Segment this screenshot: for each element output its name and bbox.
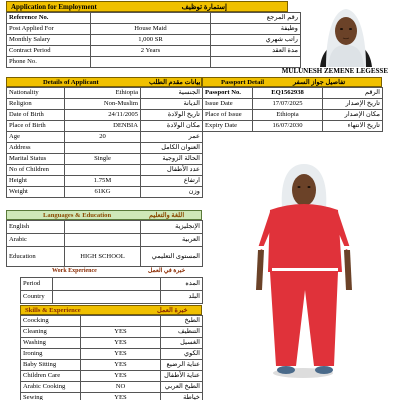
table-row (203, 110, 383, 121)
languages-section-header (6, 210, 202, 220)
row-label: Monthly Salary (7, 35, 91, 46)
table-row (21, 327, 203, 338)
section-title-en: Languages & Education (43, 212, 112, 219)
row-label-ar: الطبخ (161, 316, 203, 327)
row-label-ar: الإنجليزية (141, 221, 203, 234)
row-value: YES (81, 393, 161, 400)
row-value (53, 278, 161, 291)
table-row (7, 187, 203, 198)
details-section-header (6, 77, 202, 87)
row-value: YES (81, 360, 161, 371)
work-section-header (6, 267, 202, 276)
row-value: 1,000 SR (91, 35, 211, 46)
languages-table (6, 220, 203, 267)
row-value: YES (81, 327, 161, 338)
row-value: 61KG (65, 187, 141, 198)
row-value: EQ1562938 (253, 88, 323, 99)
row-label-ar: عناية الرضيع (161, 360, 203, 371)
row-value: YES (81, 371, 161, 382)
section-title-en: Skills & Experience (25, 307, 81, 314)
row-value (91, 57, 211, 68)
row-value: House Maid (91, 24, 211, 35)
row-label-ar: ارتفاع (141, 176, 203, 187)
row-label: Address (7, 143, 65, 154)
table-row (7, 221, 203, 234)
row-label-ar: مكان الإصدار (323, 110, 383, 121)
form-title-bar (6, 1, 288, 12)
section-title-en: Work Experience (52, 268, 97, 274)
table-row (7, 110, 203, 121)
table-row (7, 99, 203, 110)
row-label-ar: مدة العقد (211, 46, 301, 57)
section-title-ar: اللغة والتعليم (149, 212, 185, 219)
row-label: Age (7, 132, 65, 143)
row-value: 20 (65, 132, 141, 143)
row-label-ar: خياطة (161, 393, 203, 400)
row-label-ar: الكوي (161, 349, 203, 360)
row-label: Phone No. (7, 57, 91, 68)
form-title-en: Application for Employment (11, 3, 97, 11)
table-row (21, 278, 203, 291)
row-value (65, 221, 141, 234)
work-table (20, 277, 203, 304)
row-value: YES (81, 349, 161, 360)
table-row (7, 154, 203, 165)
row-label: Contract Period (7, 46, 91, 57)
row-value (81, 316, 161, 327)
row-label: Period (21, 278, 53, 291)
table-row (203, 99, 383, 110)
passport-section-header (202, 77, 382, 87)
passport-table (202, 87, 383, 132)
table-row (7, 88, 203, 99)
row-label: Washing (21, 338, 81, 349)
table-row (21, 349, 203, 360)
row-label-ar: التنظيف (161, 327, 203, 338)
row-value: Single (65, 154, 141, 165)
row-label-ar: الجنسية (141, 88, 203, 99)
row-label-ar: راتب شهري (211, 35, 301, 46)
row-label-ar: الحالة الزوجية (141, 154, 203, 165)
row-label-ar: تاريخ الانتهاء (323, 121, 383, 132)
row-label-ar: العربية (141, 234, 203, 247)
row-label-ar: وظيفة (211, 24, 301, 35)
row-label: Reference No. (7, 13, 91, 24)
section-title-en: Details of Applicant (43, 79, 99, 86)
section-title-en: Passport Detail (221, 79, 265, 86)
row-label: Sewing (21, 393, 81, 400)
table-row (7, 24, 301, 35)
row-label: Cleaning (21, 327, 81, 338)
applicant-name: MULUNESH ZEMENE LEGESSE (281, 67, 388, 75)
row-label-ar: الغسيل (161, 338, 203, 349)
row-value: HIGH SCHOOL (65, 247, 141, 267)
table-row (7, 165, 203, 176)
table-row (203, 88, 383, 99)
full-body-photo (210, 140, 400, 400)
row-label: Country (21, 291, 53, 304)
row-label: No of Children (7, 165, 65, 176)
table-row (21, 291, 203, 304)
section-title-ar: خبرة العمل (157, 307, 188, 314)
row-value: 2 Years (91, 46, 211, 57)
details-table (6, 87, 203, 198)
table-row (7, 247, 203, 267)
row-label-ar: مكان الولادة (141, 121, 203, 132)
row-label: Nationality (7, 88, 65, 99)
row-label: Height (7, 176, 65, 187)
row-value: Ethiopia (253, 110, 323, 121)
row-value (65, 143, 141, 154)
row-value: 17/07/2025 (253, 99, 323, 110)
row-label: Weight (7, 187, 65, 198)
section-title-ar: خبرة في العمل (148, 268, 186, 274)
table-row (21, 371, 203, 382)
section-title-ar: تفاصيل جواز السفر (293, 79, 346, 86)
row-value: YES (81, 338, 161, 349)
row-value: Non-Muslim (65, 99, 141, 110)
row-label-ar: الرقم (323, 88, 383, 99)
row-value: 16/07/2030 (253, 121, 323, 132)
headshot-photo (306, 3, 386, 67)
row-value (91, 13, 211, 24)
row-label-ar: الطبخ العربي (161, 382, 203, 393)
row-label-ar: المده (161, 278, 203, 291)
row-label: Education (7, 247, 65, 267)
section-title-ar: بيانات مقدم الطلب (149, 79, 201, 86)
row-label-ar: عمر (141, 132, 203, 143)
skills-table (20, 315, 203, 400)
row-value: NO (81, 382, 161, 393)
row-label-ar: البلد (161, 291, 203, 304)
row-value (53, 291, 161, 304)
table-row (7, 35, 301, 46)
row-label-ar: الديانة (141, 99, 203, 110)
table-row (21, 382, 203, 393)
table-row (21, 360, 203, 371)
row-label: Religion (7, 99, 65, 110)
row-label-ar: تاريخ الولادة (141, 110, 203, 121)
row-label: Passport No. (203, 88, 253, 99)
row-value: 24/11/2005 (65, 110, 141, 121)
table-row (7, 121, 203, 132)
row-label: Post Applied For (7, 24, 91, 35)
table-row (7, 132, 203, 143)
row-label: Place of Birth (7, 121, 65, 132)
row-label: English (7, 221, 65, 234)
form-title-ar: إستمارة توظيف (181, 3, 227, 11)
row-label: Baby Sitting (21, 360, 81, 371)
table-row (7, 46, 301, 57)
table-row (203, 121, 383, 132)
row-label: Date of Birth (7, 110, 65, 121)
table-row (7, 234, 203, 247)
row-label-ar: عدد الأطفال (141, 165, 203, 176)
skills-section-header (20, 305, 202, 315)
row-value: 1.75M (65, 176, 141, 187)
row-value: DENBIA (65, 121, 141, 132)
row-value: Ethiopia (65, 88, 141, 99)
row-value (65, 234, 141, 247)
row-label: Issue Date (203, 99, 253, 110)
row-label-ar: تاريخ الإصدار (323, 99, 383, 110)
top-info-table (6, 12, 301, 68)
row-label: Place of Issue (203, 110, 253, 121)
row-label: Marital Status (7, 154, 65, 165)
table-row (21, 338, 203, 349)
row-label: Coocking (21, 316, 81, 327)
row-label: Arabic (7, 234, 65, 247)
table-row (21, 316, 203, 327)
row-label-ar: رقم المرجع (211, 13, 301, 24)
row-label: Ironing (21, 349, 81, 360)
row-label: Children Care (21, 371, 81, 382)
row-label-ar: وزن (141, 187, 203, 198)
row-value (65, 165, 141, 176)
row-label: Expiry Date (203, 121, 253, 132)
table-row (7, 13, 301, 24)
table-row (7, 176, 203, 187)
row-label-ar: العنوان الكامل (141, 143, 203, 154)
row-label-ar: عناية الأطفال (161, 371, 203, 382)
table-row (21, 393, 203, 400)
table-row (7, 143, 203, 154)
row-label: Arabic Cooking (21, 382, 81, 393)
row-label-ar: المستوى التعليمي (141, 247, 203, 267)
